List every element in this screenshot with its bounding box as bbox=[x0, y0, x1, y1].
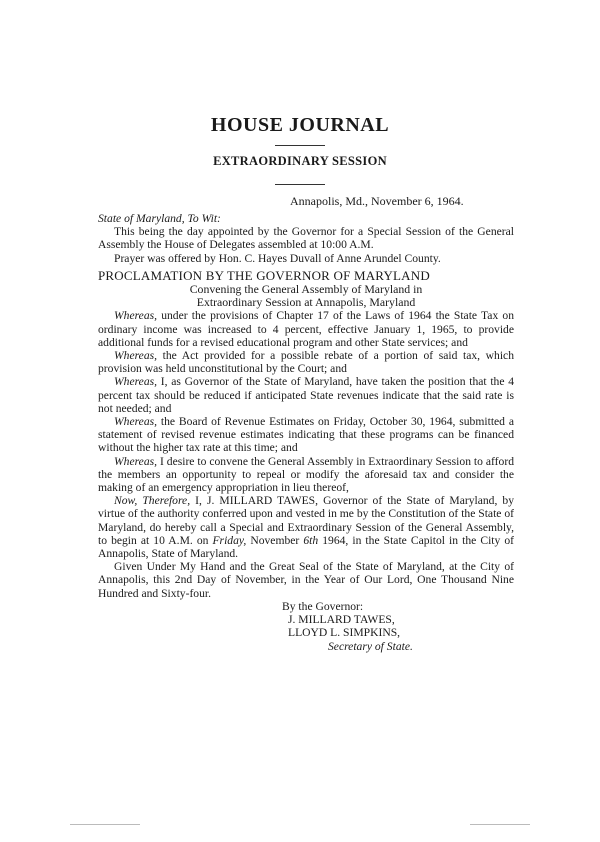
scan-speck bbox=[470, 824, 530, 825]
whereas-paragraph: Whereas, I desire to convene the General Assembly in Extraordinary Session to afford the members an opportunity to repeal or modify the aforesaid tax and consider the making of an emergency appropriation in lieu thereof, bbox=[98, 454, 514, 495]
whereas-paragraph: Whereas, under the provisions of Chapter 17 of the Laws of 1964 the State Tax on ordinary income was increased to 4 percent, effective January 1, 1965, to provide additional funds for a revised educational program and other State services; and bbox=[98, 309, 514, 349]
session-opening-paragraph: This being the day appointed by the Governor for a Special Session of the General Assembly the House of Delegates assembled at 10:00 A.M. bbox=[98, 225, 514, 252]
proclamation-heading: PROCLAMATION BY THE GOVERNOR OF MARYLAND bbox=[98, 267, 430, 283]
prayer-paragraph: Prayer was offered by Hon. C. Hayes Duvall of Anne Arundel County. bbox=[114, 251, 441, 265]
subtitle-rule bbox=[275, 184, 325, 185]
secretary-title: Secretary of State. bbox=[328, 639, 413, 653]
scan-speck bbox=[70, 824, 140, 825]
whereas-paragraph: Whereas, the Board of Revenue Estimates on Friday, October 30, 1964, submitted a statement of revised revenue estimates indicating that these programs can be financed without the higher tax rate at this time; and bbox=[98, 415, 514, 455]
page-title: HOUSE JOURNAL bbox=[210, 114, 390, 136]
session-subtitle: EXTRAORDINARY SESSION bbox=[213, 154, 387, 168]
whereas-paragraph: Whereas, I, as Governor of the State of Maryland, have taken the position that the 4 percent tax should be reduced if anticipated State revenues indicate that the said rate is not needed; and bbox=[98, 375, 514, 415]
dateline: Annapolis, Md., November 6, 1964. bbox=[290, 194, 464, 208]
whereas-paragraph: Whereas, the Act provided for a possible rebate of a portion of said tax, which provision was held unconstitutional by the Court; and bbox=[98, 349, 514, 376]
governor-signature: J. MILLARD TAWES, bbox=[288, 613, 395, 627]
proclamation-subheading-1: Convening the General Assembly of Maryland in bbox=[189, 282, 423, 297]
now-therefore-paragraph: Now, Therefore, I, J. MILLARD TAWES, Governor of the State of Maryland, by virtue of the authority conferred upon and vested in me by the Constitution of the State of Maryland, do hereby call a Special and Extraordinary Session of the General Assembly, to begin at 10 A.M. on Friday, November 6th 1964, in the State Capitol in the City of Annapolis, State of Maryland. bbox=[98, 494, 515, 561]
given-under-hand-paragraph: Given Under My Hand and the Great Seal of the State of Maryland, at the City of Annapolis, this 2nd Day of November, in the Year of Our Lord, One Thousand Nine Hundred and Sixty-four. bbox=[98, 560, 514, 600]
state-line: State of Maryland, To Wit: bbox=[98, 212, 221, 225]
journal-body bbox=[98, 212, 514, 653]
scan-artifacts bbox=[0, 824, 600, 826]
by-the-governor: By the Governor: bbox=[282, 599, 364, 613]
proclamation-subheading-2: Extraordinary Session at Annapolis, Maryland bbox=[196, 295, 416, 310]
secretary-signature: LLOYD L. SIMPKINS, bbox=[288, 626, 401, 640]
title-rule bbox=[275, 145, 325, 146]
